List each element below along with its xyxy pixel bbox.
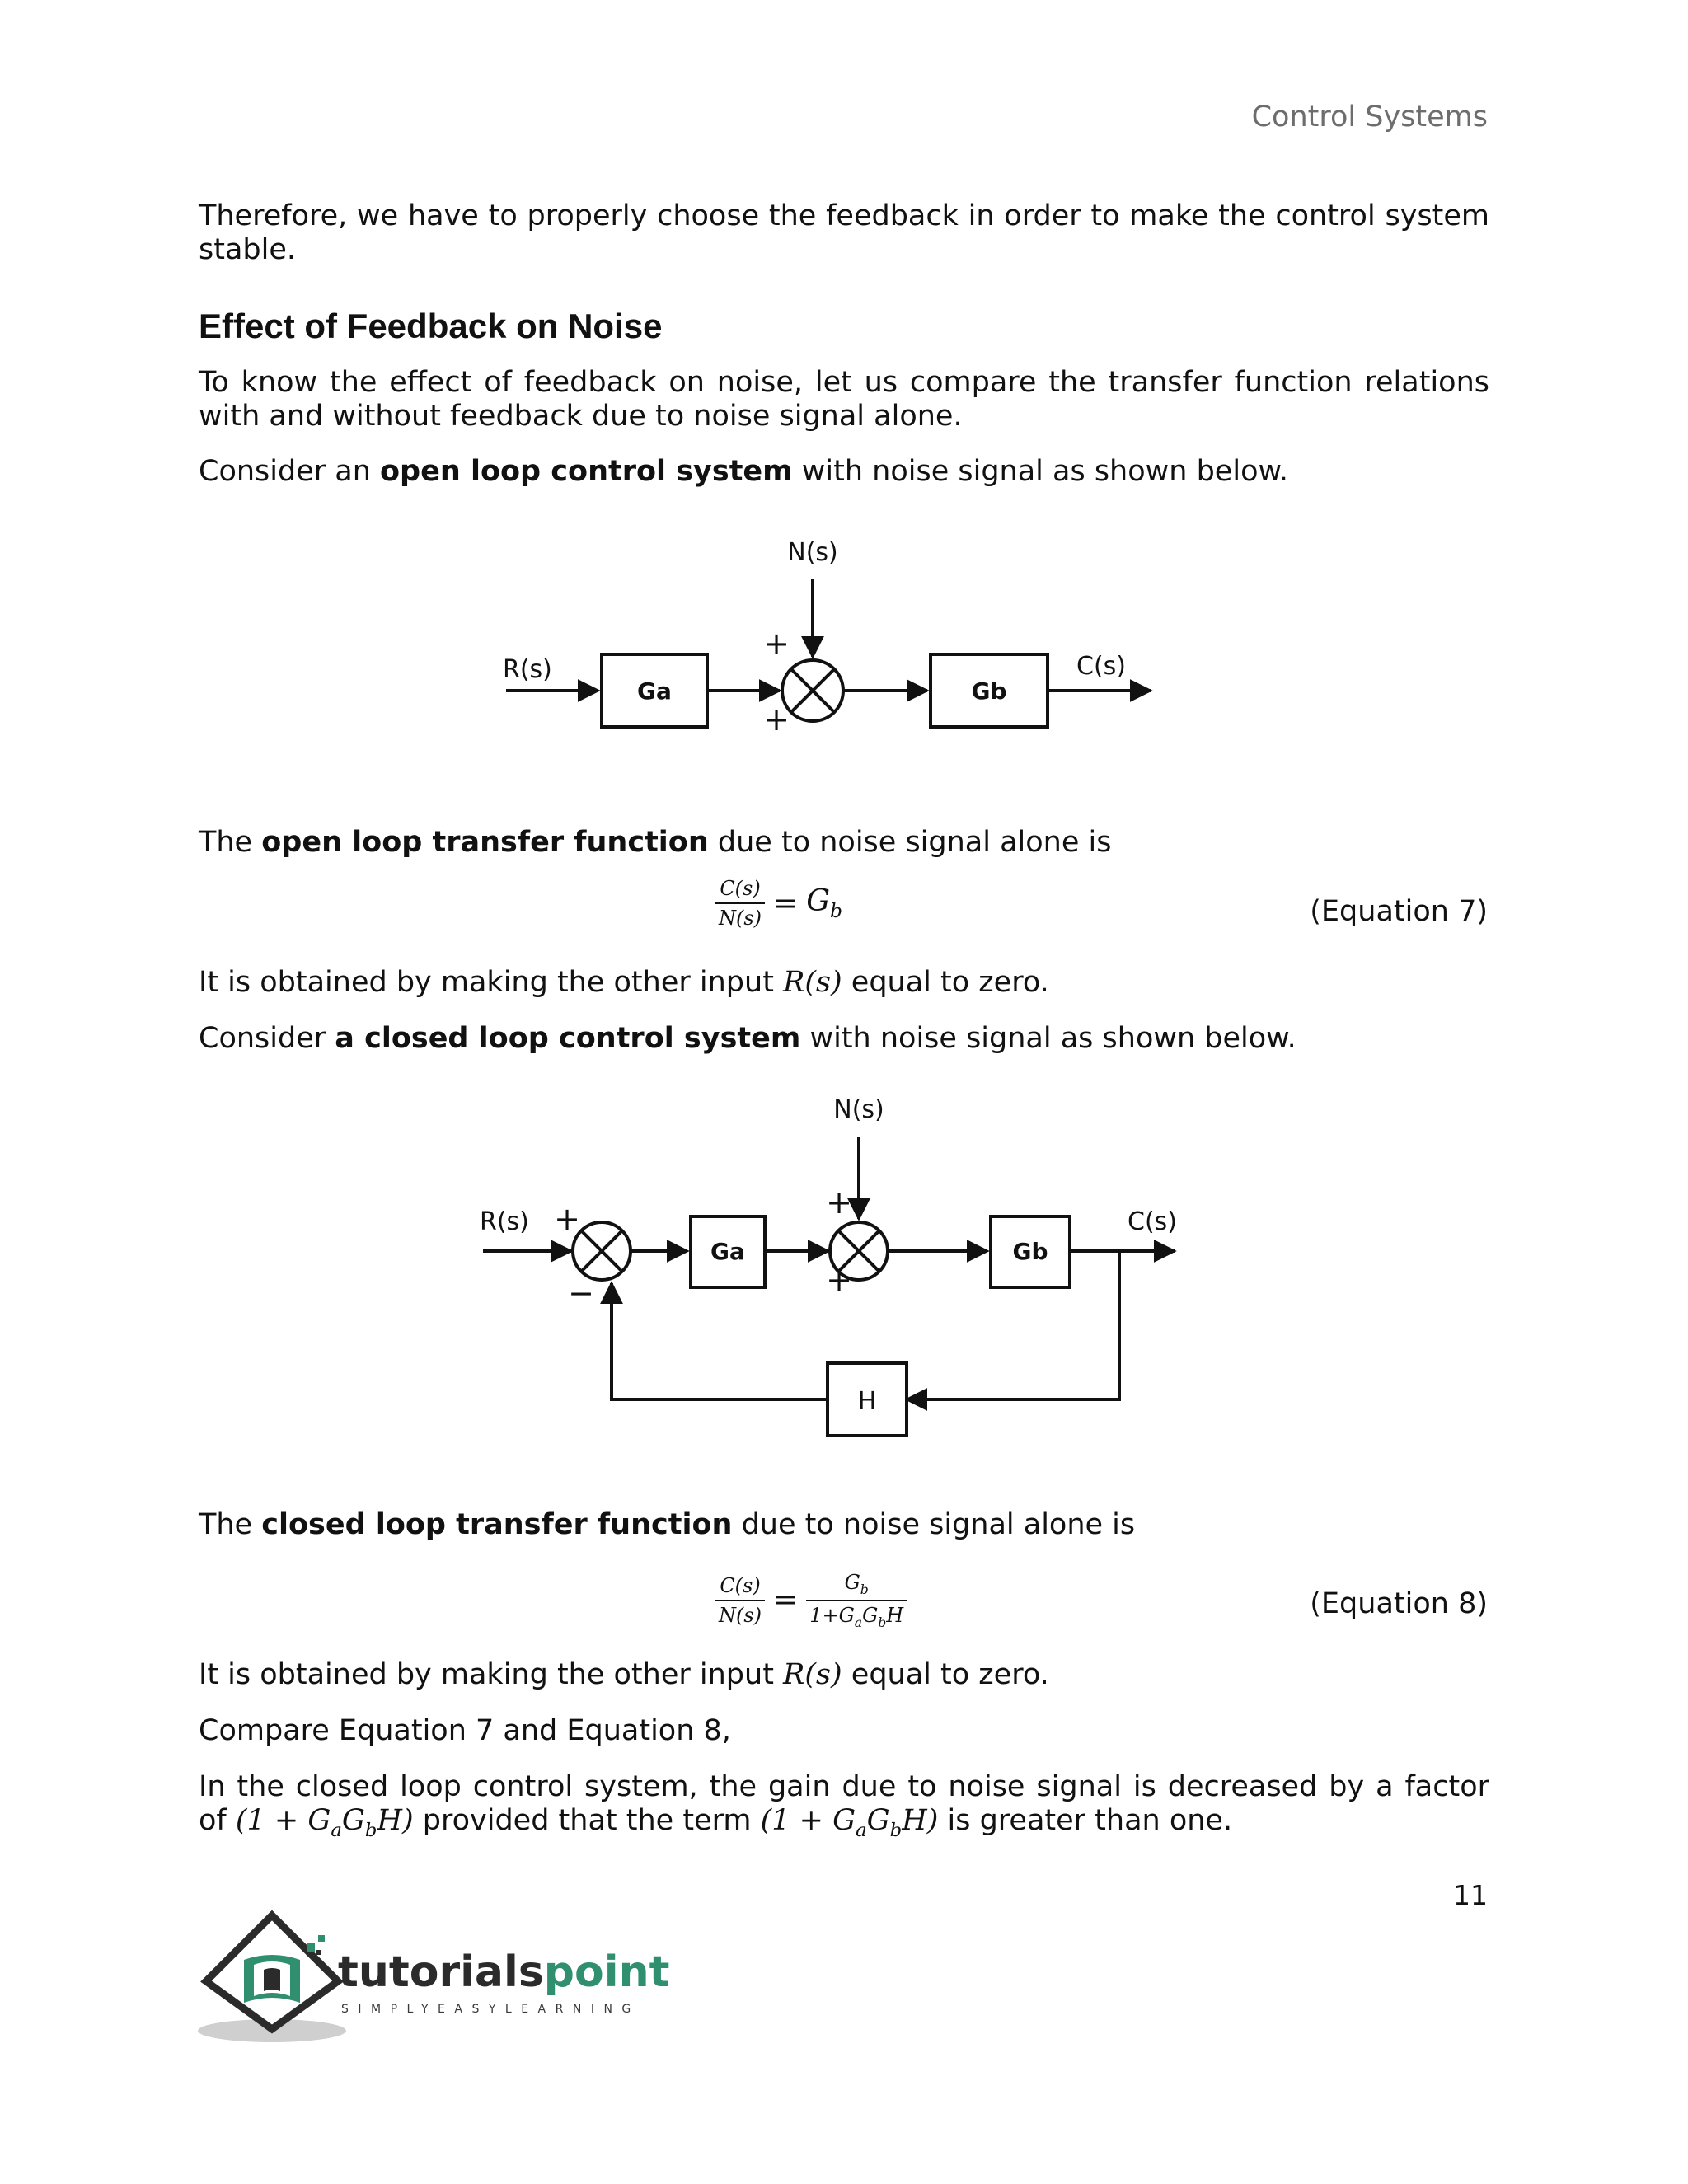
text-fragment: due to noise signal alone is — [732, 1508, 1136, 1541]
bold-term: a closed loop control system — [335, 1022, 801, 1055]
text-fragment: In the closed loop control system, the gain due to noise signal is decreased by a factor of — [199, 1770, 1489, 1837]
text-fragment: It is obtained by making the other input — [199, 966, 784, 999]
svg-text:tutorialspoint: tutorialspoint — [338, 1947, 670, 1997]
text-fragment: equal to zero. — [842, 966, 1049, 999]
paragraph-open-loop-tf — [199, 826, 1489, 860]
paragraph-compare: To know the effect of feedback on noise, let us compare the transfer function relations with and without feedback due to noise signal alone. — [199, 366, 1489, 433]
fraction-rhs — [806, 1571, 907, 1630]
fraction-numerator: C(s) — [720, 1573, 761, 1597]
feedback-path-to-sum — [612, 1283, 828, 1399]
math-inline: R(s) — [783, 1658, 842, 1691]
equation-8-label: (Equation 8) — [1310, 1587, 1488, 1620]
paragraph-compare-equations: Compare Equation 7 and Equation 8, — [199, 1714, 731, 1747]
open-loop-diagram — [495, 527, 1170, 775]
tutorialspoint-logo — [196, 1910, 691, 2050]
math-inline: R(s) — [783, 966, 842, 999]
text-fragment: is greater than one. — [938, 1804, 1233, 1837]
paragraph-closed-loop-tf — [199, 1508, 1489, 1542]
fraction-rhs-numerator: $G_b$ — [844, 1571, 869, 1597]
block-gb-label: Gb — [1012, 1238, 1048, 1265]
fraction-numerator: C(s) — [720, 877, 761, 900]
text-fragment: Consider an — [199, 455, 381, 488]
sign-input-plus: + — [554, 1201, 580, 1237]
input-label: R(s) — [503, 655, 552, 684]
bold-term: open loop transfer function — [261, 826, 709, 859]
sign-bottom: + — [763, 701, 790, 738]
bold-term: closed loop transfer function — [261, 1508, 733, 1541]
fraction — [715, 877, 765, 930]
equation-rhs: $G_b$ — [806, 883, 842, 923]
text-fragment: due to noise signal alone is — [708, 826, 1112, 859]
paragraph-obtained-2 — [199, 1658, 1489, 1692]
block-ga-label: Ga — [710, 1238, 745, 1265]
output-label: C(s) — [1128, 1207, 1177, 1236]
page-number: 11 — [1453, 1879, 1488, 1911]
text-fragment: Consider — [199, 1022, 335, 1055]
bold-term: open loop control system — [380, 455, 793, 488]
fraction-denominator: N(s) — [715, 902, 765, 930]
sign-top: + — [826, 1184, 852, 1221]
section-heading: Effect of Feedback on Noise — [199, 307, 663, 345]
math-inline: $(1 + G_aG_bH)$ — [760, 1804, 939, 1841]
paragraph-conclusion — [199, 1770, 1489, 1848]
fraction-denominator: N(s) — [715, 1600, 765, 1627]
equals-sign: = — [773, 886, 799, 921]
sign-input-minus: − — [568, 1275, 594, 1311]
paragraph-obtained-1 — [199, 966, 1489, 1000]
fraction-rhs-denominator: $1+G_aG_bH$ — [806, 1600, 907, 1630]
logo-emblem — [196, 1910, 691, 2050]
fraction — [715, 1574, 765, 1627]
input-label: R(s) — [480, 1207, 529, 1236]
text-fragment: with noise signal as shown below. — [792, 455, 1289, 488]
text-fragment: provided that the term — [413, 1804, 761, 1837]
equation-7 — [715, 877, 842, 930]
block-h-label: H — [857, 1387, 877, 1416]
sign-bottom: + — [826, 1262, 852, 1298]
paragraph-open-loop-intro — [199, 455, 1489, 489]
equals-sign: = — [773, 1583, 799, 1618]
sign-top: + — [763, 626, 790, 662]
text-fragment: The — [199, 826, 262, 859]
noise-label: N(s) — [833, 1095, 884, 1124]
equation-8 — [715, 1571, 907, 1630]
closed-loop-diagram — [470, 1088, 1195, 1451]
paragraph-intro: Therefore, we have to properly choose the feedback in order to make the control system stable. — [199, 199, 1489, 266]
output-label: C(s) — [1076, 652, 1126, 681]
block-gb-label: Gb — [971, 677, 1007, 705]
paragraph-closed-loop-intro — [199, 1022, 1489, 1056]
logo-tagline: SIMPLYEASYLEARNING — [341, 2003, 640, 2016]
running-header: Control Systems — [1251, 101, 1488, 134]
equation-7-label: (Equation 7) — [1310, 895, 1488, 928]
block-ga-label: Ga — [637, 677, 672, 705]
text-fragment: with noise signal as shown below. — [800, 1022, 1296, 1055]
text-fragment: The — [199, 1508, 262, 1541]
text-fragment: It is obtained by making the other input — [199, 1658, 784, 1691]
math-inline: $(1 + G_aG_bH)$ — [235, 1804, 414, 1841]
text-fragment: equal to zero. — [842, 1658, 1049, 1691]
noise-label: N(s) — [787, 538, 838, 567]
